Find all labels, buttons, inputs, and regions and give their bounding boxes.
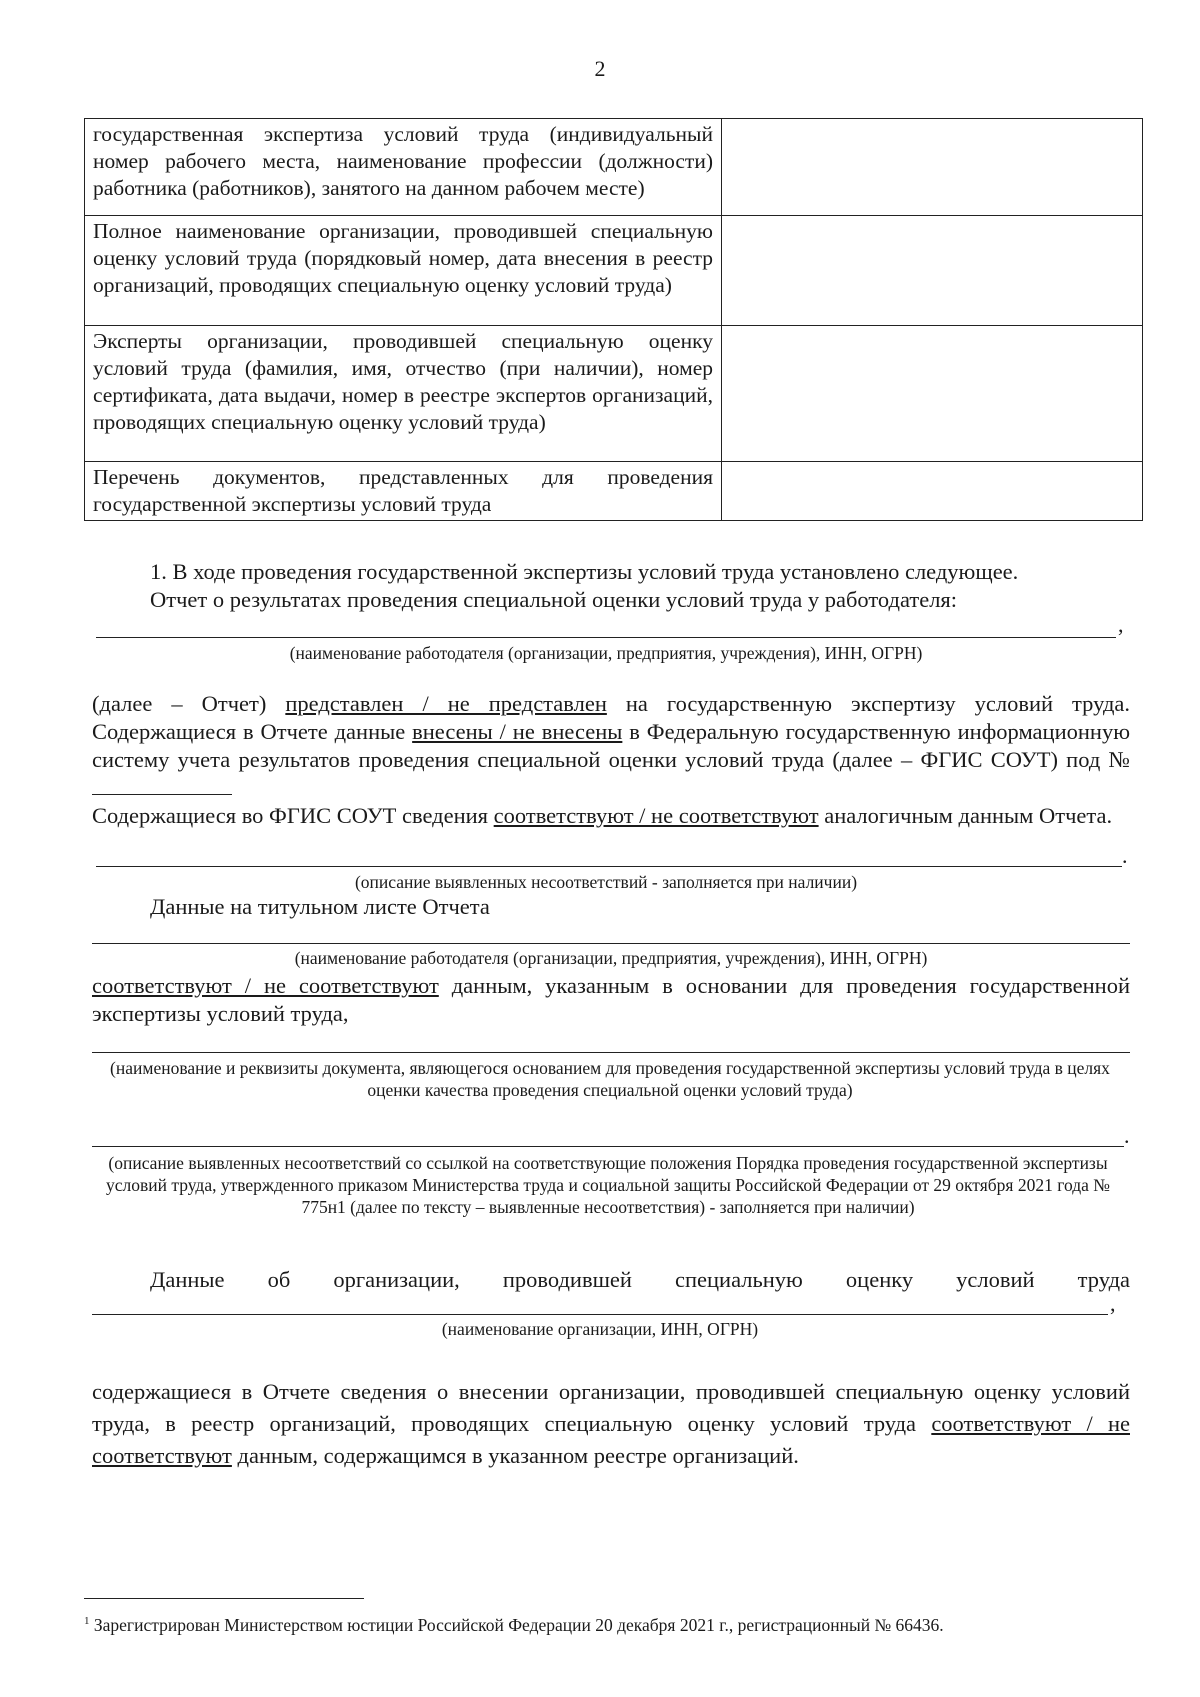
- para-a-prefix: (далее – Отчет): [92, 691, 267, 716]
- employer-fill-line-2[interactable]: [92, 943, 1130, 944]
- title-page-line: Данные на титульном листе Отчета: [150, 894, 490, 919]
- table-cell-label: Эксперты организации, проводившей специальную оценку условий труда (фамилия, имя, отчество (при наличии), номер сертификата, дата выдачи, номер в реестре экспертов организаций, проводящих специальную оценку условий труда): [85, 326, 722, 462]
- footnote-text: Зарегистрирован Министерством юстиции Российской Федерации 20 декабря 2021 г., регистрационный № 66436.: [93, 1614, 944, 1635]
- table-cell-value[interactable]: [722, 462, 1143, 521]
- para-e-text: содержащиеся в Отчете сведения о внесении организации, проводившей специальную оценку условий труда, в реестр организаций, проводящих специальную оценку условий труда: [92, 1379, 1130, 1436]
- employer-caption-2: (наименование работодателя (организации, предприятия, учреждения), ИНН, ОГРН): [294, 948, 928, 968]
- section-intro: 1. В ходе проведения государственной экспертизы условий труда установлено следующее.: [150, 559, 1019, 584]
- table-cell-label: Перечень документов, представленных для проведения государственной экспертизы условий труда: [85, 462, 722, 521]
- employer-fill-line[interactable]: [96, 637, 1116, 638]
- table-row: [85, 326, 1143, 462]
- table-cell-value[interactable]: [722, 326, 1143, 462]
- table-cell-label: государственная экспертиза условий труда (индивидуальный номер рабочего места, наименование профессии (должности) работника (работников), занятого на данном рабочем месте): [85, 119, 722, 216]
- presented-choice[interactable]: представлен / не представлен: [285, 691, 607, 716]
- footnote-mark: 1: [84, 1615, 90, 1627]
- report-line: Отчет о результатах проведения специальной оценки условий труда у работодателя:: [150, 587, 958, 612]
- para-c-prefix: Содержащиеся во ФГИС СОУТ сведения: [92, 803, 489, 828]
- table-cell-value[interactable]: [722, 216, 1143, 326]
- period-mark: .: [1122, 843, 1128, 868]
- basis-fill-line[interactable]: [92, 1052, 1130, 1053]
- footnote: [84, 1610, 1134, 1636]
- para-a-suffix: на государственную экспертизу условий труда.: [625, 691, 1130, 716]
- comma-mark: ,: [1118, 612, 1124, 637]
- entered-choice[interactable]: внесены / не внесены: [412, 719, 623, 744]
- registry-match-choice[interactable]: соответствуют / не соответствуют: [92, 1411, 1130, 1468]
- basis-caption: (наименование и реквизиты документа, являющегося основанием для проведения государственной экспертизы условий труда в целях оценки качества проведения специальной оценки условий труда): [110, 1058, 1110, 1100]
- table-row: [85, 462, 1143, 521]
- info-table: [84, 118, 1143, 521]
- para-e-suffix: данным, содержащимся в указанном реестре организаций.: [237, 1443, 799, 1468]
- registry-match-paragraph: [92, 1376, 1130, 1472]
- footnote-divider: [84, 1598, 364, 1599]
- org-data-line: Данные об организации, проводившей специальную оценку условий труда: [150, 1267, 1130, 1292]
- employer-caption: (наименование работодателя (организации, предприятия, учреждения), ИНН, ОГРН): [289, 643, 923, 663]
- period-mark-2: .: [1124, 1123, 1130, 1148]
- comma-mark-2: ,: [1110, 1291, 1116, 1316]
- mismatch-fill-line[interactable]: [96, 866, 1122, 867]
- mismatch-long-caption: (описание выявленных несоответствий со ссылкой на соответствующие положения Порядка проведения государственной экспертизы условий труда, утвержденного приказом Министерства труда и социальной защиты Российской Федерации от 29 октября 2021 года № 775н1 (далее по тексту – выявленные несоответствия) - заполняется при наличии): [106, 1153, 1110, 1217]
- title-match-paragraph: [92, 972, 1130, 1028]
- table-cell-value[interactable]: [722, 119, 1143, 216]
- page-number: 2: [594, 56, 606, 81]
- table-cell-label: Полное наименование организации, проводившей специальную оценку условий труда (порядковый номер, дата внесения в реестр организаций, проводящих специальную оценку условий труда): [85, 216, 722, 326]
- table-row: [85, 119, 1143, 216]
- para-d-suffix: данным, указанным в основании для проведения государственной экспертизы условий труда,: [92, 973, 1130, 1026]
- para-b-prefix: Содержащиеся в Отчете данные: [92, 719, 406, 744]
- title-match-choice[interactable]: соответствуют / не соответствуют: [92, 973, 439, 998]
- report-status-paragraph: [92, 690, 1130, 802]
- org-caption: (наименование организации, ИНН, ОГРН): [441, 1319, 759, 1339]
- mismatch-long-fill-line[interactable]: [92, 1146, 1124, 1147]
- fgis-match-choice[interactable]: соответствуют / не соответствуют: [493, 803, 819, 828]
- registry-number-field[interactable]: [92, 774, 232, 795]
- table-row: [85, 216, 1143, 326]
- fgis-match-paragraph: [92, 802, 1130, 830]
- mismatch-caption: (описание выявленных несоответствий - заполняется при наличии): [354, 872, 858, 892]
- org-fill-line[interactable]: [92, 1314, 1108, 1315]
- para-c-suffix: аналогичным данным Отчета.: [824, 803, 1113, 828]
- para-b-suffix: в Федеральную государственную информационную систему учета результатов проведения специальной оценки условий труда (далее – ФГИС СОУТ) под №: [92, 719, 1131, 772]
